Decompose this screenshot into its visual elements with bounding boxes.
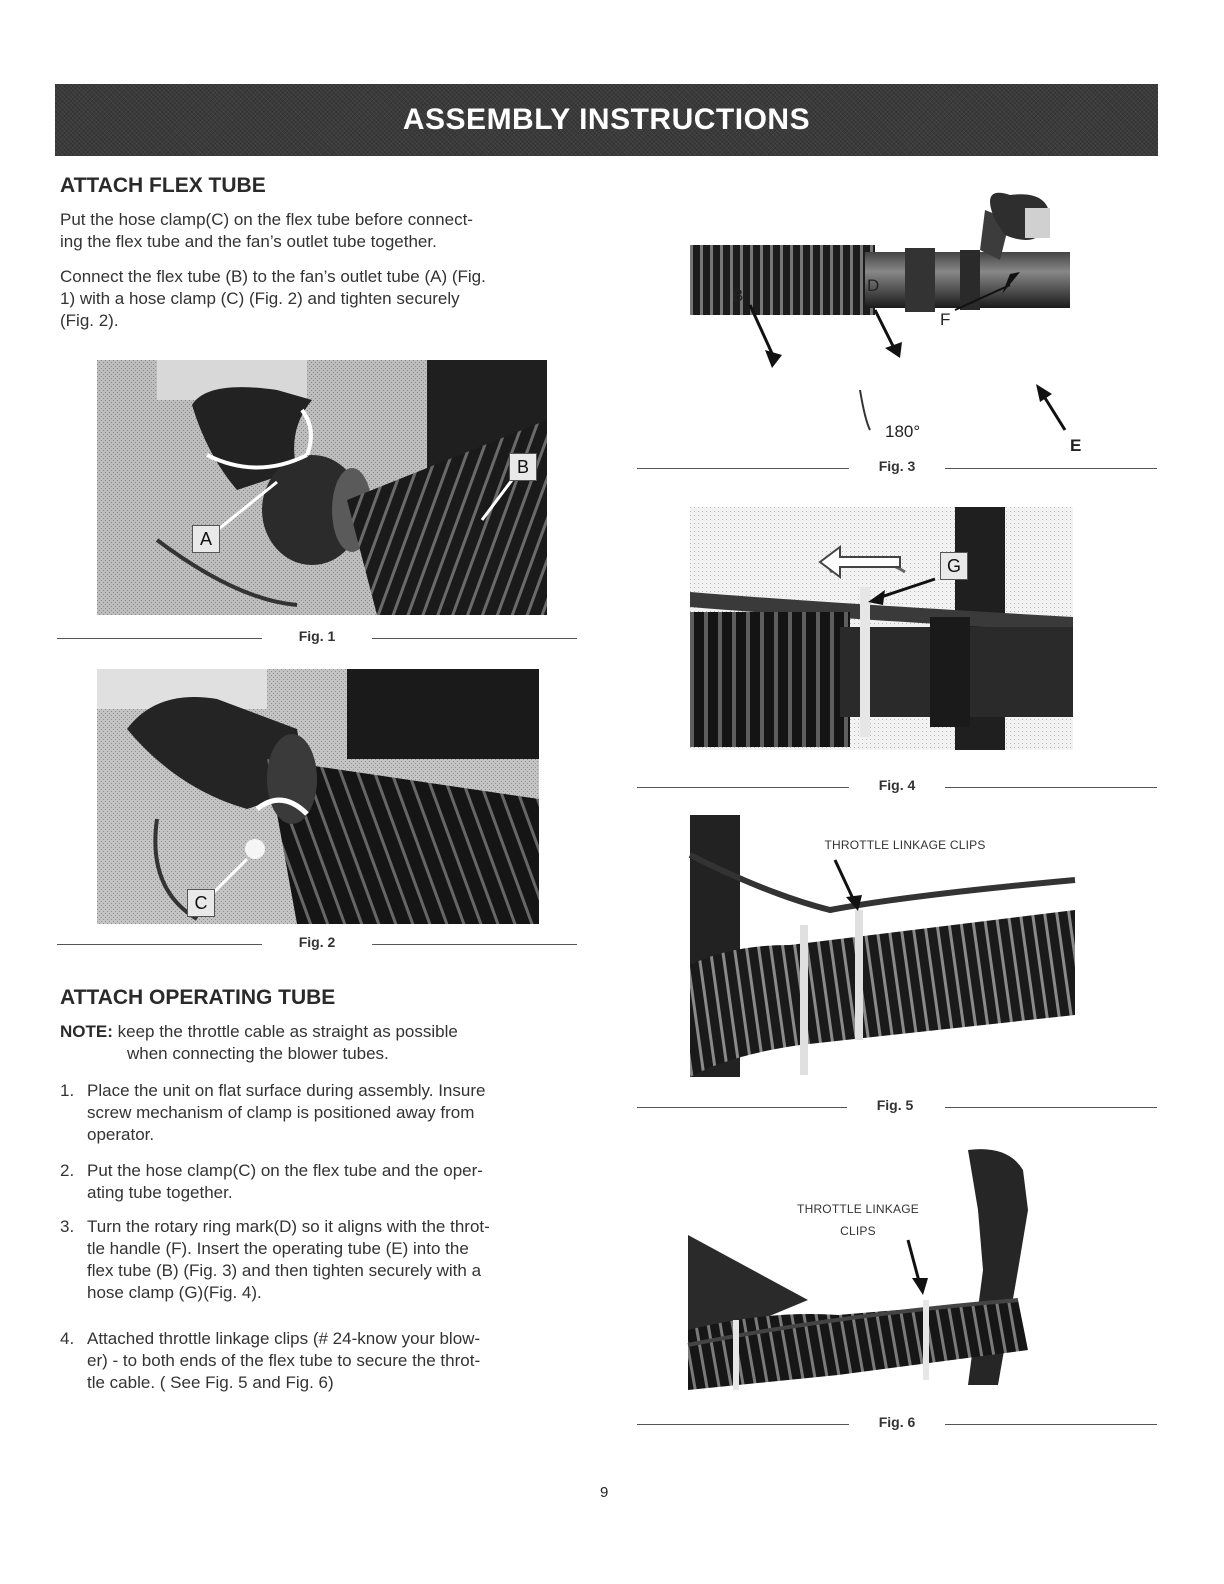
caption-rule [57,638,262,639]
figure-6-illustration [688,1150,1068,1390]
text-line: screw mechanism of clamp is positioned away from [87,1103,475,1122]
flex-tube-heading: ATTACH FLEX TUBE [60,174,266,197]
step-text [87,1080,572,1146]
text-line: flex tube (B) (Fig. 3) and then tighten securely with a [87,1261,482,1280]
step-number: 3. [60,1217,75,1236]
label-g: G [940,552,968,580]
label-e: E [1070,436,1082,455]
text-line: when connecting the blower tubes. [127,1044,389,1063]
figure-5-caption: Fig. 5 [876,1097,914,1113]
text-line: tle cable. ( See Fig. 5 and Fig. 6) [87,1373,334,1392]
figure-1-photo [97,360,547,615]
figure-3-caption: Fig. 3 [878,458,916,474]
step-number: 4. [60,1329,75,1348]
label-b: B [732,286,744,305]
text-line: 1) with a hose clamp (C) (Fig. 2) and tighten securely [60,289,460,308]
text-line: Put the hose clamp(C) on the flex tube before connect- [60,210,473,229]
figure-4-illustration [690,507,1073,750]
figure-6-caption: Fig. 6 [878,1414,916,1430]
text-line [60,1021,560,1043]
caption-rule [945,1424,1157,1425]
figure-6-photo [688,1150,1068,1390]
throttle-clips-label: THROTTLE LINKAGE CLIPS [824,838,986,852]
text-line: (Fig. 2). [60,311,119,330]
figure-3-drawing [680,190,1080,460]
figure-5-photo [690,815,1075,1077]
page-number: 9 [600,1484,609,1501]
text-line: ing the flex tube and the fan’s outlet tube together. [60,232,437,251]
step-number: 1. [60,1081,75,1100]
text-line: Put the hose clamp(C) on the flex tube and the oper- [87,1161,483,1180]
text-line: Attached throttle linkage clips (# 24-know your blow- [87,1329,481,1348]
caption-rule [637,468,849,469]
text-line: operator. [87,1125,155,1144]
text-line: CLIPS [840,1224,876,1238]
label-f: F [940,310,951,329]
text-line: ating tube together. [87,1183,233,1202]
caption-rule [57,944,262,945]
caption-rule [945,787,1157,788]
text-line: tle handle (F). Insert the operating tube (E) into the [87,1239,469,1258]
figure-2-photo [97,669,539,924]
section-banner [55,84,1158,156]
figure-1-caption-row [57,628,577,648]
text-line: Connect the flex tube (B) to the fan’s outlet tube (A) (Fig. [60,267,486,286]
figure-4-caption-row [637,777,1157,797]
label-a: A [192,525,220,553]
label-d: D [867,276,880,295]
step-text [87,1160,572,1204]
text-line: Place the unit on flat surface during assembly. Insure [87,1081,486,1100]
caption-rule [637,1424,849,1425]
step-number: 2. [60,1161,75,1180]
figure-5-illustration [690,815,1075,1077]
caption-rule [372,944,577,945]
note-block [60,1021,560,1065]
figure-4-photo [690,507,1073,750]
flex-tube-para2 [60,266,570,332]
step-text [87,1328,572,1394]
caption-rule [945,468,1157,469]
text-line: er) - to both ends of the flex tube to secure the throt- [87,1351,481,1370]
figure-2-caption: Fig. 2 [298,934,336,950]
figure-5-caption-row [637,1097,1157,1117]
note-label: NOTE: [60,1022,113,1041]
figure-6-caption-row [637,1414,1157,1434]
operating-tube-heading: ATTACH OPERATING TUBE [60,986,336,1009]
text-line: Turn the rotary ring mark(D) so it aligns with the throt- [87,1217,490,1236]
rotation-angle: 180° [885,422,921,441]
caption-rule [945,1107,1157,1108]
banner-title: ASSEMBLY INSTRUCTIONS [402,103,811,136]
label-c: C [187,889,215,917]
figure-1-illustration [97,360,547,615]
label-b: B [509,453,537,481]
figure-2-illustration [97,669,539,924]
figure-1-caption: Fig. 1 [298,628,336,644]
figure-4-caption: Fig. 4 [878,777,916,793]
caption-rule [637,1107,847,1108]
note-text: keep the throttle cable as straight as possible [117,1022,458,1041]
step-text [87,1216,572,1304]
flex-tube-para1 [60,209,570,253]
figure-2-caption-row [57,934,577,954]
figure-3-caption-row [637,458,1157,478]
text-line: hose clamp (G)(Fig. 4). [87,1283,262,1302]
text-line: THROTTLE LINKAGE [797,1202,919,1216]
throttle-clips-label [778,1198,938,1242]
caption-rule [637,787,849,788]
figure-3-illustration [680,190,1080,460]
caption-rule [372,638,577,639]
